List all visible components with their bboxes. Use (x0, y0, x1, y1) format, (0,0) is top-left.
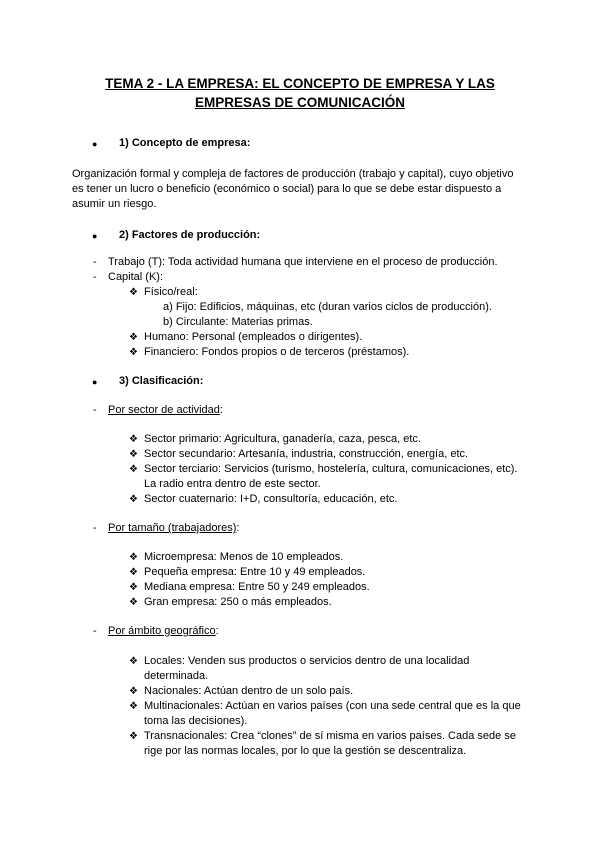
ambito-multinacionales: Multinacionales: Actúan en varios países (con una sede central que es la que (144, 700, 521, 712)
diamond-bullet-icon: ❖ (129, 464, 138, 475)
sector-secundario: Sector secundario: Artesanía, industria, construcción, energía, etc. (144, 448, 469, 460)
diamond-bullet-icon: ❖ (129, 701, 138, 712)
document-title (70, 74, 530, 112)
capital-financiero: Financiero: Fondos propios o de terceros (préstamos). (144, 346, 410, 358)
factor-capital: Capital (K): (108, 271, 164, 283)
capital-circulante: b) Circulante: Materias primas. (163, 316, 313, 328)
ambito-multinacionales-cont: toma las decisiones). (144, 715, 248, 727)
dash-marker: - (93, 271, 97, 283)
section1-heading: 1) Concepto de empresa: (119, 137, 251, 149)
dash-marker: - (93, 625, 97, 637)
diamond-bullet-icon: ❖ (129, 686, 138, 697)
ambito-transnacionales-cont: rige por las normas locales, por lo que la gestión se descentraliza. (144, 745, 467, 757)
section3-heading: 3) Clasificación: (119, 375, 204, 387)
classification-tamano-heading (108, 521, 239, 536)
capital-fisico: Físico/real: (144, 286, 198, 298)
ambito-nacionales: Nacionales: Actúan dentro de un solo país. (144, 685, 354, 697)
diamond-bullet-icon: ❖ (129, 597, 138, 608)
ambito-transnacionales: Transnacionales: Crea “clones” de sí misma en varios países. Cada sede se (144, 730, 516, 742)
classification-sector-heading (108, 403, 223, 418)
bullet-dot-icon: ● (92, 231, 98, 241)
section1-para-line-2: es tener un lucro o beneficio (económico o social) para lo que se debe estar dispuesto a (72, 183, 502, 195)
ambito-locales-cont: determinada. (144, 670, 209, 682)
diamond-bullet-icon: ❖ (129, 434, 138, 445)
tamano-mediana: Mediana empresa: Entre 50 y 249 empleados. (144, 581, 370, 593)
diamond-bullet-icon: ❖ (129, 552, 138, 563)
tamano-gran: Gran empresa: 250 o más empleados. (144, 596, 332, 608)
capital-humano: Humano: Personal (empleados o dirigentes). (144, 331, 363, 343)
bullet-dot-icon: ● (92, 139, 98, 149)
diamond-bullet-icon: ❖ (129, 332, 138, 343)
factor-trabajo: Trabajo (T): Toda actividad humana que interviene en el proceso de producción. (108, 256, 498, 268)
dash-marker: - (93, 522, 97, 534)
diamond-bullet-icon: ❖ (129, 347, 138, 358)
bullet-dot-icon: ● (92, 377, 98, 387)
ambito-label: Por ámbito geográfico (108, 625, 216, 637)
diamond-bullet-icon: ❖ (129, 582, 138, 593)
tamano-colon: : (236, 522, 240, 534)
title-line-1: TEMA 2 - LA EMPRESA: EL CONCEPTO DE EMPRESA Y LAS (105, 76, 495, 91)
sector-label: Por sector de actividad (108, 404, 220, 416)
classification-ambito-heading (108, 624, 219, 639)
title-line-2: EMPRESAS DE COMUNICACIÓN (194, 95, 405, 110)
ambito-colon: : (215, 625, 219, 637)
sector-colon: : (219, 404, 223, 416)
tamano-label: Por tamaño (trabajadores) (108, 522, 237, 534)
diamond-bullet-icon: ❖ (129, 449, 138, 460)
section1-para-line-3: asumir un riesgo. (72, 198, 157, 210)
section1-para-line-1: Organización formal y compleja de factores de producción (trabajo y capital), cuyo objetivo (72, 168, 514, 180)
sector-terciario-cont: La radio entra dentro de este sector. (144, 478, 321, 490)
sector-terciario: Sector terciario: Servicios (turismo, hostelería, cultura, comunicaciones, etc). (144, 463, 518, 475)
dash-marker: - (93, 256, 97, 268)
ambito-locales: Locales: Venden sus productos o servicios dentro de una localidad (144, 655, 470, 667)
diamond-bullet-icon: ❖ (129, 656, 138, 667)
diamond-bullet-icon: ❖ (129, 567, 138, 578)
capital-fijo: a) Fijo: Edificios, máquinas, etc (duran varios ciclos de producción). (163, 301, 492, 313)
diamond-bullet-icon: ❖ (129, 731, 138, 742)
diamond-bullet-icon: ❖ (129, 287, 138, 298)
tamano-pequena: Pequeña empresa: Entre 10 y 49 empleados. (144, 566, 366, 578)
sector-primario: Sector primario: Agricultura, ganadería, caza, pesca, etc. (144, 433, 421, 445)
sector-cuaternario: Sector cuaternario: I+D, consultoría, educación, etc. (144, 493, 398, 505)
section2-heading: 2) Factores de producción: (119, 229, 261, 241)
dash-marker: - (93, 404, 97, 416)
tamano-micro: Microempresa: Menos de 10 empleados. (144, 551, 344, 563)
diamond-bullet-icon: ❖ (129, 494, 138, 505)
